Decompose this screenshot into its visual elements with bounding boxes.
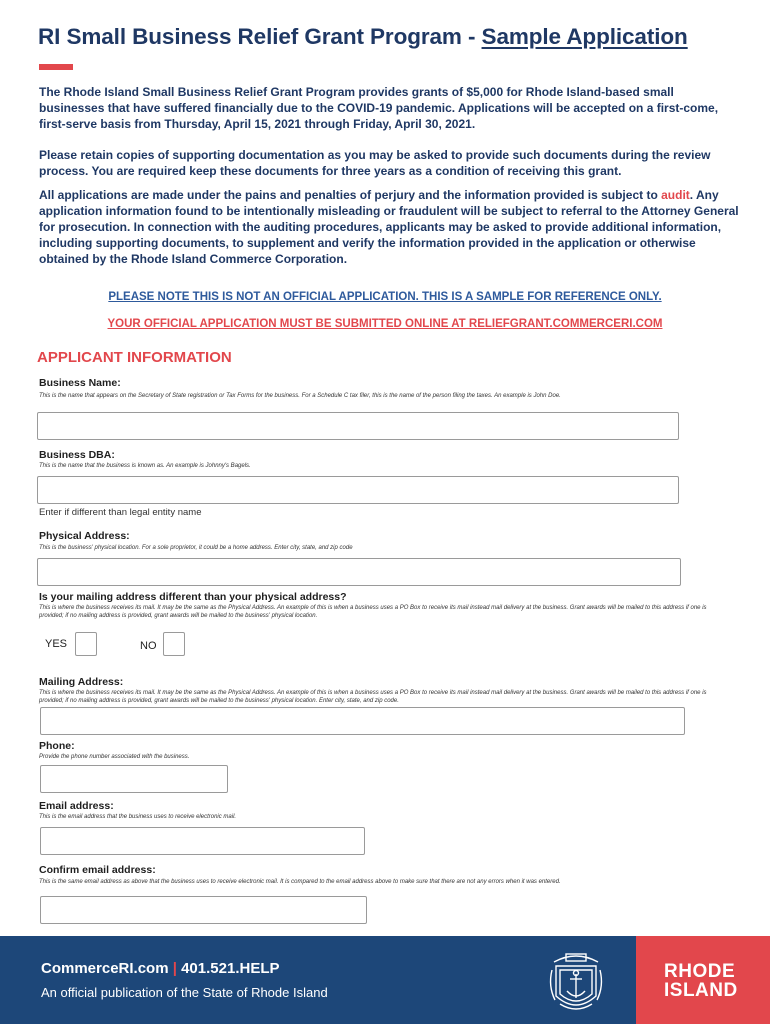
physical-address-input[interactable] [37, 558, 681, 586]
footer-site-link[interactable]: CommerceRI.com [41, 960, 169, 977]
phone-help: Provide the phone number associated with the business. [39, 754, 190, 760]
business-dba-label: Business DBA: [39, 449, 115, 461]
confirm-email-label: Confirm email address: [39, 864, 156, 876]
yes-label: YES [45, 638, 68, 650]
confirm-email-input[interactable] [40, 896, 367, 924]
physical-address-label: Physical Address: [39, 530, 130, 542]
logo-line-rhode: RHODE [664, 961, 736, 982]
state-seal-anchor-icon [546, 948, 606, 1016]
no-label: NO [140, 640, 157, 652]
page-title-main: RI Small Business Relief Grant Program - [38, 24, 482, 49]
phone-input[interactable] [40, 765, 228, 793]
email-help: This is the email address that the business uses to receive electronic mail. [39, 814, 237, 820]
mailing-address-input[interactable] [40, 707, 685, 735]
intro-p3-after: . Any application information found to be intentionally misleading or fraudulent will be subject to referral to the Attorney General for prosecution. In connection with the auditing procedures, applicants may be asked to provide additional information, including supporting documents, to supplement and verify the information provided in the application or otherwise obtained by the Rhode Island Commerce Corporation. [39, 188, 739, 266]
intro-paragraph-2: Please retain copies of supporting documentation as you may be asked to provide such documents during the review process. You are required keep these documents for three years as a condition of receiving this grant. [39, 148, 711, 178]
applicant-info-heading: APPLICANT INFORMATION [37, 349, 232, 366]
intro-paragraph-1: The Rhode Island Small Business Relief Grant Program provides grants of $5,000 for Rhode Island-based small businesses that have suffered financially due to the COVID-19 pandemic. Applications will be accepted on a first-come, first-serve basis from Thursday, April 15, 2021 through Friday, April 30, 2021. [39, 85, 719, 131]
phone-label: Phone: [39, 740, 75, 752]
email-label: Email address: [39, 800, 114, 812]
footer-tagline: An official publication of the State of Rhode Island [41, 985, 328, 1000]
logo-line-island: ISLAND [664, 980, 738, 1001]
footer-banner [0, 936, 770, 1024]
mailing-address-label: Mailing Address: [39, 676, 124, 688]
business-dba-note: Enter if different than legal entity name [39, 507, 202, 518]
business-name-label: Business Name: [39, 377, 121, 389]
title-accent-bar [39, 64, 73, 70]
page-title [38, 24, 688, 50]
physical-address-help: This is the business' physical location. For a sole proprietor, it could be a home address. Enter city, state, and zip code [39, 545, 353, 551]
official-application-link[interactable]: YOUR OFFICIAL APPLICATION MUST BE SUBMITTED ONLINE AT RELIEFGRANT.COMMERCERI.COM [107, 318, 663, 330]
footer-contact [41, 960, 280, 977]
email-input[interactable] [40, 827, 365, 855]
audit-link[interactable]: audit [661, 188, 690, 202]
page-title-link: Sample Application [481, 24, 688, 49]
mailing-different-help: This is where the business receives its mail. It may be the same as the Physical Address. An example of this is when a business uses a PO Box to receive its mail instead mail delivery at the business. Grant awards will be mailed to this address if one is provided; if no mailing address is provided, grant awards will be mailed to the business' physical location. [39, 605, 707, 619]
intro-paragraph-3 [39, 187, 739, 267]
footer-separator: | [172, 960, 177, 977]
business-name-input[interactable] [37, 412, 679, 440]
mailing-address-help: This is where the business receives its mail. It may be the same as the Physical Address. An example of this is when a business uses a PO Box to receive its mail instead mail delivery at the business. Grant awards will be mailed to this address if one is provided; if no mailing address is provided, grant awards will be mailed to the business' physical location. Enter city, state, and zip code. [39, 690, 707, 704]
no-checkbox[interactable] [163, 632, 185, 656]
sample-notice: PLEASE NOTE THIS IS NOT AN OFFICIAL APPLICATION. THIS IS A SAMPLE FOR REFERENCE ONLY. [108, 291, 662, 303]
confirm-email-help: This is the same email address as above that the business uses to receive electronic mail. It is compared to the email address above to make sure that there are not any errors when it was entered. [39, 879, 561, 885]
business-name-help: This is the name that appears on the Secretary of State registration or Tax Forms for the business. For a Schedule C tax filer, this is the name of the person filing the taxes. An example is John Doe. [39, 393, 561, 399]
business-dba-help: This is the name that the business is known as. An example is Johnny's Bagels. [39, 463, 251, 469]
mailing-different-label: Is your mailing address different than your physical address? [39, 591, 347, 603]
yes-checkbox[interactable] [75, 632, 97, 656]
footer-phone: 401.521.HELP [181, 960, 280, 977]
business-dba-input[interactable] [37, 476, 679, 504]
intro-p3-before: All applications are made under the pains and penalties of perjury and the information provided is subject to [39, 188, 662, 202]
rhode-island-logo [636, 936, 770, 1024]
